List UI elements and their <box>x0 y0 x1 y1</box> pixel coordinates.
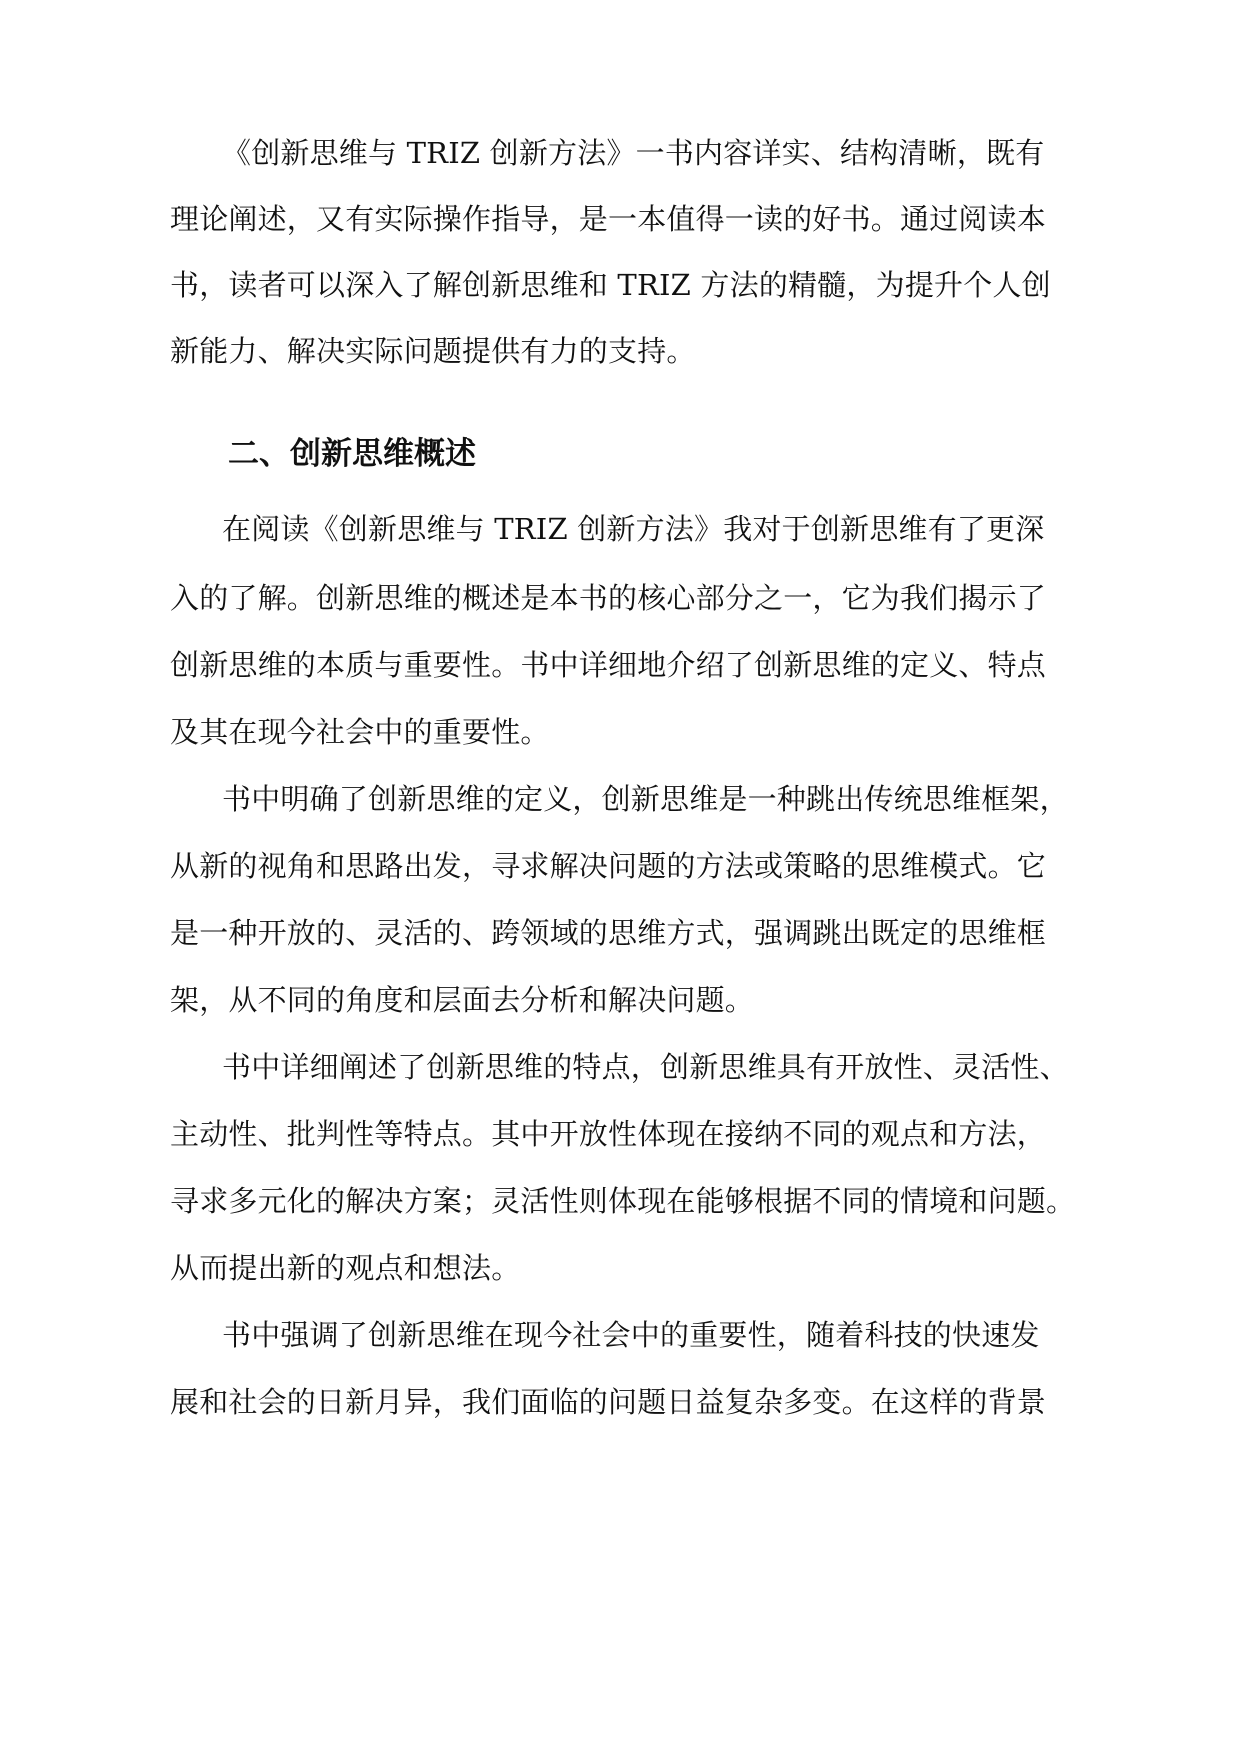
intro-line-2: 理论阐述，又有实际操作指导，是一本值得一读的好书。通过阅读本 <box>170 202 1047 236</box>
paragraph-2-line-1: 书中明确了创新思维的定义，创新思维是一种跳出传统思维框架， <box>222 782 1069 816</box>
paragraph-4-line-1: 书中强调了创新思维在现今社会中的重要性，随着科技的快速发 <box>222 1318 1040 1352</box>
paragraph-2-line-4: 架，从不同的角度和层面去分析和解决问题。 <box>170 983 755 1017</box>
paragraph-3-line-1: 书中详细阐述了创新思维的特点，创新思维具有开放性、灵活性、 <box>222 1050 1069 1084</box>
paragraph-2-line-3: 是一种开放的、灵活的、跨领域的思维方式，强调跳出既定的思维框 <box>170 916 1047 950</box>
section-heading: 二、创新思维概述 <box>228 436 476 472</box>
paragraph-1-line-1: 在阅读《创新思维与 TRIZ 创新方法》我对于创新思维有了更深 <box>222 512 1045 546</box>
paragraph-1-line-2: 入的了解。创新思维的概述是本书的核心部分之一，它为我们揭示了 <box>170 581 1047 615</box>
paragraph-1-line-4: 及其在现今社会中的重要性。 <box>170 715 550 749</box>
paragraph-3-line-4: 从而提出新的观点和想法。 <box>170 1251 521 1285</box>
intro-line-3: 书，读者可以深入了解创新思维和 TRIZ 方法的精髓，为提升个人创 <box>170 268 1051 302</box>
paragraph-3-line-3: 寻求多元化的解决方案；灵活性则体现在能够根据不同的情境和问题。 <box>170 1184 1076 1218</box>
paragraph-1-line-3: 创新思维的本质与重要性。书中详细地介绍了创新思维的定义、特点 <box>170 648 1047 682</box>
intro-line-4: 新能力、解决实际问题提供有力的支持。 <box>170 334 696 368</box>
paragraph-4-line-2: 展和社会的日新月异，我们面临的问题日益复杂多变。在这样的背景 <box>170 1385 1047 1419</box>
paragraph-2-line-2: 从新的视角和思路出发，寻求解决问题的方法或策略的思维模式。它 <box>170 849 1047 883</box>
intro-line-1: 《创新思维与 TRIZ 创新方法》一书内容详实、结构清晰，既有 <box>222 136 1045 170</box>
paragraph-3-line-2: 主动性、批判性等特点。其中开放性体现在接纳不同的观点和方法， <box>170 1117 1047 1151</box>
